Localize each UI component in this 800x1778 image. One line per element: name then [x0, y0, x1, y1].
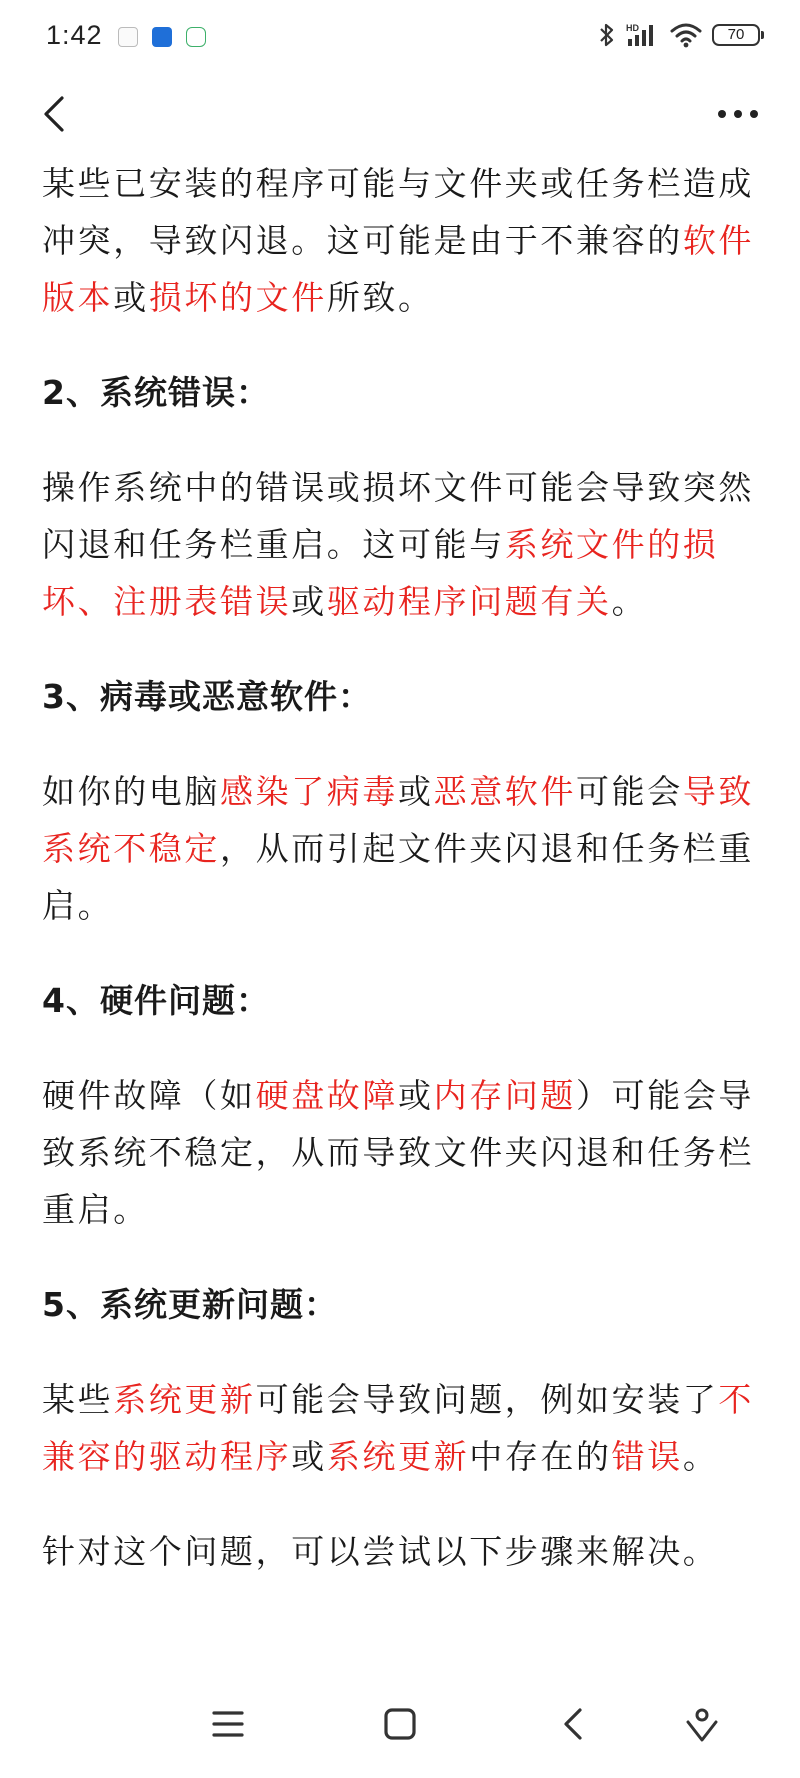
paragraph-text: 操作系统中的错误或损坏文件可能会导致突然闪退和任务栏重启。这可能与	[42, 468, 754, 564]
section-heading: 5、系统更新问题：	[42, 1285, 338, 1324]
system-status-icons	[598, 22, 760, 48]
wifi-icon	[670, 22, 702, 48]
top-nav-bar	[0, 80, 800, 150]
back-button[interactable]	[36, 92, 76, 136]
highlighted-text: 导致系统不稳定	[42, 772, 755, 868]
highlighted-text: 恶意软件	[433, 772, 577, 811]
battery-icon: 70	[712, 24, 760, 46]
section-heading: 2、系统错误：	[42, 373, 270, 412]
highlighted-text: 感染了病毒	[220, 772, 398, 811]
paragraph	[42, 1523, 762, 1580]
status-time: 1:42	[46, 20, 103, 50]
section-heading: 4、硬件问题：	[42, 981, 270, 1020]
paragraph	[42, 459, 762, 630]
paragraph-text: 可能会	[576, 772, 683, 811]
assistant-icon[interactable]	[680, 1702, 724, 1746]
section-heading: 3、病毒或恶意软件：	[42, 677, 372, 716]
paragraph-text: 硬件故障（如	[42, 1076, 256, 1115]
paragraph-text: 中存在的	[469, 1437, 612, 1476]
back-icon[interactable]	[552, 1702, 596, 1746]
paragraph-text: ，从而引起文件夹闪退和任务栏重启。	[42, 829, 754, 925]
highlighted-text: 软件版本	[42, 221, 755, 317]
paragraph-text: 某些已安装的程序可能与文件夹或任务栏造成冲突，导致闪退。这可能是由于不兼容的	[42, 164, 754, 260]
paragraph-text: 或	[291, 582, 327, 621]
message-icon	[118, 27, 138, 47]
recycle-icon	[186, 27, 206, 47]
paragraph-text: ）可能会导致系统不稳定，从而导致文件夹闪退和任务栏重启。	[42, 1076, 755, 1229]
paragraph	[42, 1067, 762, 1238]
paragraph-text: 或	[113, 278, 149, 317]
status-bar	[0, 0, 800, 80]
paragraph-text: 。	[682, 1437, 719, 1476]
highlighted-text: 内存问题	[433, 1076, 577, 1115]
highlighted-text: 驱动程序问题有关	[326, 582, 612, 621]
more-options-button[interactable]	[716, 104, 760, 124]
paragraph-text: 如你的电脑	[42, 772, 220, 811]
paragraph-text: 所致。	[326, 278, 434, 317]
highlighted-text: 错误	[611, 1437, 683, 1476]
highlighted-text: 硬盘故障	[255, 1076, 399, 1115]
svg-text:HD: HD	[626, 23, 639, 33]
paragraph-text: 或	[398, 772, 434, 811]
highlighted-text: 损坏的文件	[148, 278, 327, 317]
paragraph-text: 或	[398, 1076, 434, 1115]
app-icon	[152, 27, 172, 47]
system-nav-bar	[0, 1680, 800, 1778]
notification-icons	[118, 27, 206, 47]
signal-icon	[626, 22, 660, 48]
paragraph	[42, 1371, 762, 1485]
menu-icon[interactable]	[206, 1702, 250, 1746]
paragraph-text: 。	[611, 582, 648, 621]
highlighted-text: 不兼容的驱动程序	[42, 1380, 755, 1476]
paragraph-text: 针对这个问题，可以尝试以下步骤来解决。	[42, 1532, 719, 1571]
highlighted-text: 系统更新	[326, 1437, 470, 1476]
bluetooth-icon	[598, 22, 616, 48]
paragraph-text: 某些	[42, 1380, 114, 1419]
paragraph-text: 或	[291, 1437, 327, 1476]
home-icon[interactable]	[378, 1702, 422, 1746]
paragraph	[42, 155, 762, 326]
highlighted-text: 系统更新	[113, 1380, 256, 1419]
article-content	[42, 155, 762, 1618]
paragraph-text: 可能会导致问题，例如安装了	[255, 1380, 719, 1419]
highlighted-text: 系统文件的损坏、注册表错误	[42, 525, 719, 621]
paragraph	[42, 763, 762, 934]
